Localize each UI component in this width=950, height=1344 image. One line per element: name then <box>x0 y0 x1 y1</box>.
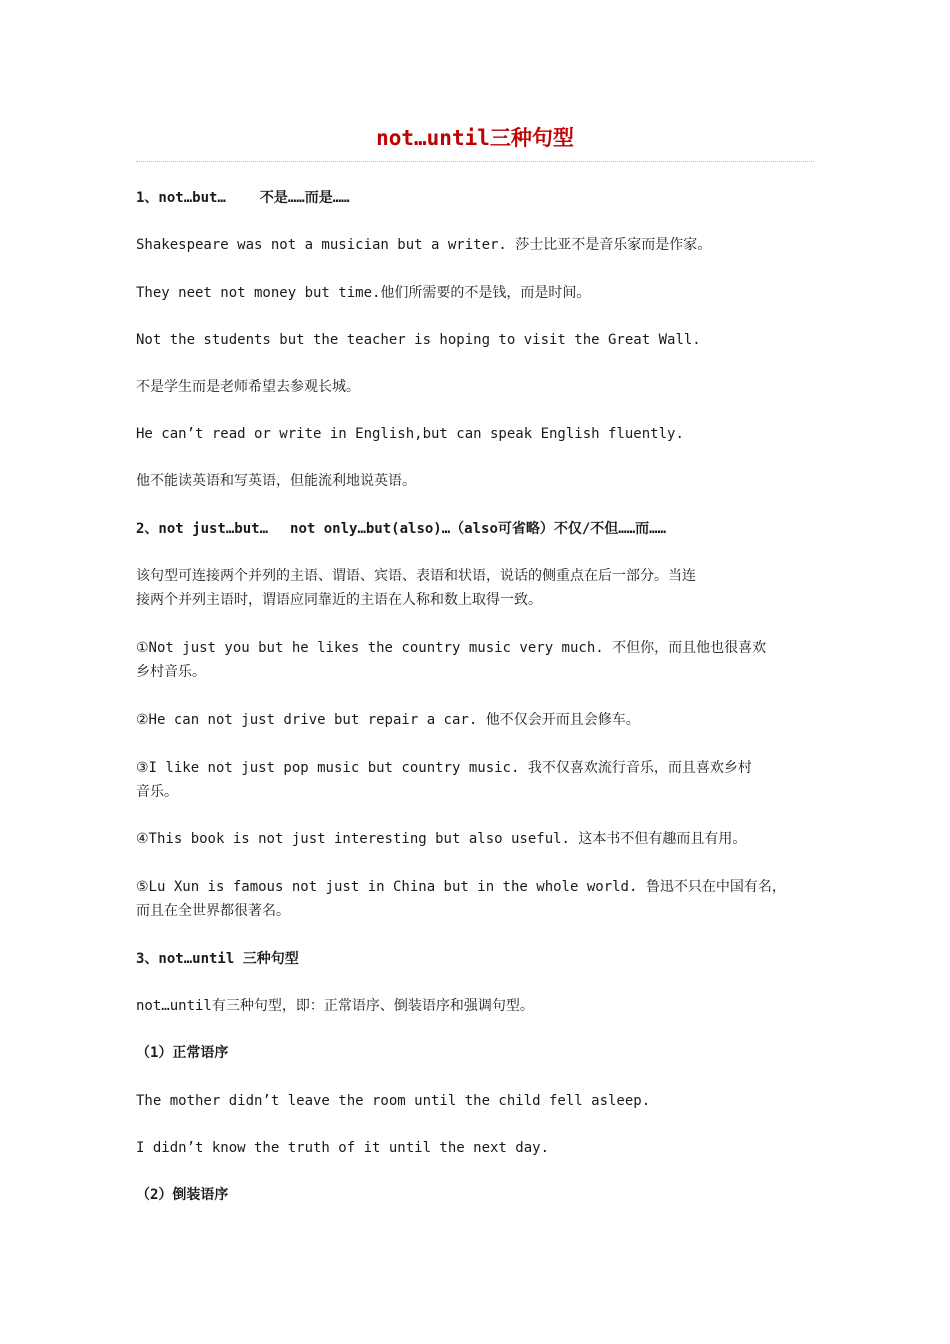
numbered-example: ④This book is not just interesting but also useful. 这本书不但有趣而且有用。 <box>136 831 747 847</box>
section-3-intro: not…until有三种句型，即：正常语序、倒装语序和强调句型。 <box>136 998 534 1014</box>
section-3-heading: 3、not…until 三种句型 <box>136 951 299 967</box>
example-line: Shakespeare was not a musician but a writer. 莎士比亚不是音乐家而是作家。 <box>136 237 712 253</box>
numbered-example-cont: 乡村音乐。 <box>136 664 206 680</box>
title-divider <box>136 161 814 162</box>
numbered-example-cont: 而且在全世界都很著名。 <box>136 903 290 919</box>
example-line: They neet not money but time.他们所需要的不是钱，而是时间。 <box>136 285 591 301</box>
section-1-heading <box>136 186 814 210</box>
example-line: I didn’t know the truth of it until the next day. <box>136 1140 550 1156</box>
explanation-line: 接两个并列主语时，谓语应同靠近的主语在人称和数上取得一致。 <box>136 592 542 608</box>
section-2-heading-meaning: not only…but(also)…（also可省略）不仅/不但……而…… <box>290 521 667 537</box>
numbered-example: ②He can not just drive but repair a car. 他不仅会开而且会修车。 <box>136 712 640 728</box>
section-1-heading-meaning: 不是……而是…… <box>259 190 350 206</box>
example-line: Not the students but the teacher is hoping to visit the Great Wall. <box>136 332 701 348</box>
numbered-example: ⑤Lu Xun is famous not just in China but in the whole world. 鲁迅不只在中国有名， <box>136 879 786 895</box>
example-translation: 他不能读英语和写英语，但能流利地说英语。 <box>136 473 416 489</box>
numbered-example: ①Not just you but he likes the country music very much. 不但你，而且他也很喜欢 <box>136 640 767 656</box>
subheading-normal-order: （1）正常语序 <box>136 1045 229 1061</box>
example-line: He can’t read or write in English,but can speak English fluently. <box>136 426 684 442</box>
example-translation: 不是学生而是老师希望去参观长城。 <box>136 379 360 395</box>
document-title: not…until三种句型 <box>376 126 574 150</box>
example-line: The mother didn’t leave the room until the child fell asleep. <box>136 1093 651 1109</box>
numbered-example: ③I like not just pop music but country music. 我不仅喜欢流行音乐，而且喜欢乡村 <box>136 760 752 776</box>
section-2-heading-label: 2、not just…but… <box>136 521 269 537</box>
numbered-example-cont: 音乐。 <box>136 784 178 800</box>
section-1-heading-label: 1、not…but… <box>136 190 226 206</box>
section-2-heading <box>136 517 814 541</box>
explanation-line: 该句型可连接两个并列的主语、谓语、宾语、表语和状语，说话的侧重点在后一部分。当连 <box>136 568 696 584</box>
subheading-inverted-order: （2）倒装语序 <box>136 1187 229 1203</box>
